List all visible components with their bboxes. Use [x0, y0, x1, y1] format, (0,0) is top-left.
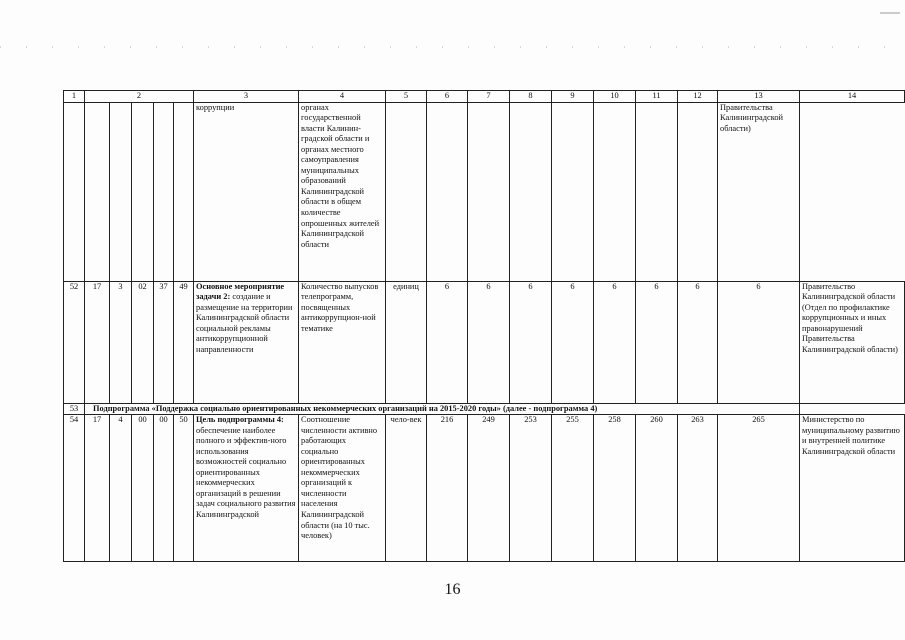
- code-cell: 00: [132, 415, 154, 562]
- value-cell: 6: [427, 281, 468, 403]
- event-title: Основное мероприятие задачи 2:: [196, 281, 285, 302]
- unit-cell: чело-век: [386, 415, 427, 562]
- header-cell: 5: [386, 91, 427, 103]
- header-cell: 11: [636, 91, 678, 103]
- code-cell: 49: [174, 281, 194, 403]
- header-cell: 12: [678, 91, 718, 103]
- row-number: 53: [64, 403, 85, 415]
- row-number: 54: [64, 415, 85, 562]
- code-cell: 17: [85, 415, 110, 562]
- header-cell: 4: [299, 91, 386, 103]
- header-cell: 13: [718, 91, 800, 103]
- header-cell: 10: [594, 91, 636, 103]
- header-cell: 6: [427, 91, 468, 103]
- code-cell: 4: [110, 415, 132, 562]
- value-cell: 263: [678, 415, 718, 562]
- table-row: [64, 102, 905, 281]
- header-cell: 7: [468, 91, 510, 103]
- value-cell: 255: [552, 415, 594, 562]
- scan-artifact: [0, 46, 905, 48]
- value-cell: 6: [678, 281, 718, 403]
- header-cell: 14: [800, 91, 905, 103]
- value-cell: 265: [718, 415, 800, 562]
- header-cell: 3: [194, 91, 299, 103]
- goal-description: обеспечение наиболее полного и эффектив-ного использования возможностей социально ориентированных некоммерческих организаций в решении задач социального развития Калининградской: [196, 425, 296, 520]
- table-cell: [194, 281, 299, 403]
- code-cell: 3: [110, 281, 132, 403]
- table-cell: органах государственной власти Калинин-градской области и органах местного самоуправления муниципальных образований Калининградской области в общем количестве опрошенных жителей Калининградской области: [299, 102, 386, 281]
- value-cell: 253: [510, 415, 552, 562]
- unit-cell: единиц: [386, 281, 427, 403]
- scan-artifact: [880, 12, 900, 14]
- table-row: [64, 415, 905, 562]
- table-cell: Соотношение численности активно работающих социально ориентированных некоммерческих организаций к численности населения Калининградской области (на 10 тыс. человек): [299, 415, 386, 562]
- value-cell: 216: [427, 415, 468, 562]
- indicators-table: [63, 90, 905, 562]
- page-number: 16: [444, 581, 461, 598]
- header-cell: 8: [510, 91, 552, 103]
- value-cell: 6: [510, 281, 552, 403]
- row-number: 52: [64, 281, 85, 403]
- code-cell: 02: [132, 281, 154, 403]
- table-cell: [194, 415, 299, 562]
- header-cell: 2: [85, 91, 194, 103]
- code-cell: 50: [174, 415, 194, 562]
- event-description: создание и размещение на территории Калининградской области социальной рекламы антикоррупционной направленности: [196, 292, 293, 354]
- header-cell: 9: [552, 91, 594, 103]
- table-row: [64, 281, 905, 403]
- value-cell: 6: [552, 281, 594, 403]
- responsible-cell: Правительство Калининградской области (Отдел по профилактике коррупционных и иных правонарушений Правительства Калининградской области): [800, 281, 905, 403]
- value-cell: 6: [718, 281, 800, 403]
- subprogram-title: Подпрограмма «Поддержка социально ориентированных некоммерческих организаций на 2015-2020 годы» (далее - подпрограмма 4): [85, 403, 800, 415]
- code-cell: 00: [154, 415, 174, 562]
- value-cell: 258: [594, 415, 636, 562]
- value-cell: 260: [636, 415, 678, 562]
- table-cell: Правительства Калининградской области): [718, 102, 800, 281]
- value-cell: 249: [468, 415, 510, 562]
- table-cell: коррупции: [194, 102, 299, 281]
- header-cell: 1: [64, 91, 85, 103]
- header-row: [64, 91, 905, 103]
- table-row: [64, 403, 905, 415]
- goal-title: Цель подпрограммы 4:: [196, 415, 284, 425]
- table-cell: Количество выпусков телепрограмм, посвященных антикоррупцион-ной тематике: [299, 281, 386, 403]
- code-cell: 37: [154, 281, 174, 403]
- value-cell: 6: [594, 281, 636, 403]
- value-cell: 6: [468, 281, 510, 403]
- code-cell: 17: [85, 281, 110, 403]
- responsible-cell: Министерство по муниципальному развитию и внутренней политике Калининградской области: [800, 415, 905, 562]
- value-cell: 6: [636, 281, 678, 403]
